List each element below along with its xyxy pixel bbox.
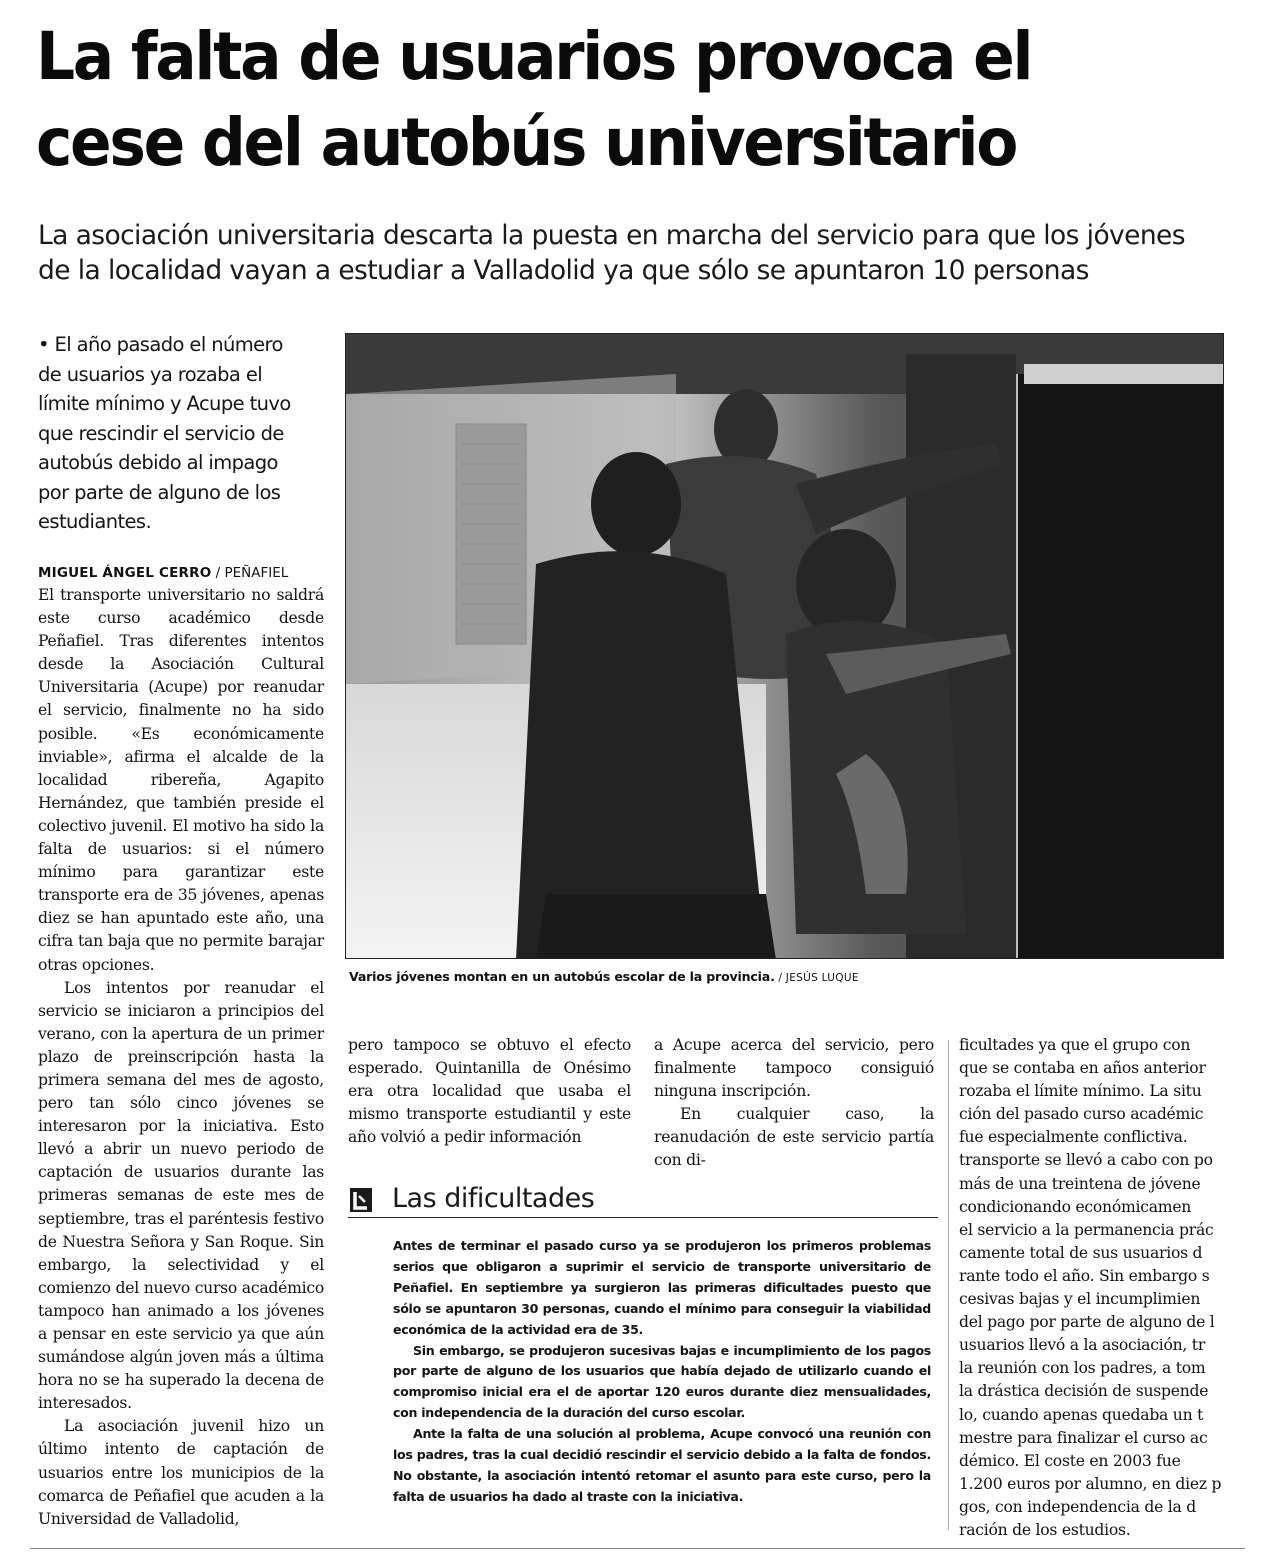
section-marker-icon: [350, 1188, 372, 1212]
photo-caption: [349, 968, 1219, 987]
column-4-line: fue especialmente conflictiva.: [959, 1128, 1188, 1147]
column-3-paragraph-2: En cualquier caso, la reanudación de este servicio partía con di-: [654, 1105, 934, 1170]
column-4-line: 1.200 euros por alumno, en diez p: [959, 1474, 1222, 1493]
column-4-line: usuarios llevó a la asociación, tr: [959, 1336, 1206, 1355]
byline: [38, 564, 288, 582]
sidebar-paragraph-3: Ante la falta de una solución al problema, Acupe convocó una reunión con los padres, tras la cual decidió rescindir el servicio debido a la falta de fondos. No obstante, la asociación intentó retomar el asunto para este curso, pero la falta de usuarios ha dado al traste con la iniciativa.: [393, 1426, 931, 1504]
sidebar-body: [393, 1236, 931, 1508]
photo-illustration: [346, 334, 1224, 959]
sidebar-title: Las dificultades: [392, 1183, 595, 1214]
column-4: [959, 1034, 1225, 1542]
byline-author: MIGUEL ÁNGEL CERRO: [38, 565, 212, 581]
column-3: [654, 1034, 934, 1173]
column-4-line: ficultades ya que el grupo con: [959, 1036, 1191, 1054]
sidebar-paragraph-1: Antes de terminar el pasado curso ya se produjeron los primeros problemas serios que obligaron a suprimir el servicio de transporte universitario de Peñafiel. En septiembre ya surgieron las primeras dificultades puesto que sólo se apuntaron 30 personas, cuando el mínimo para conseguir la viabilidad económica de la actividad era de 35.: [393, 1238, 931, 1337]
column-1-paragraph-1: El transporte universitario no saldrá este curso académico desde Peñafiel. Tras diferentes intentos desde la Asociación Cultural Universitaria (Acupe) por reanudar el servicio, finalmente no ha sido posible. «Es económicamente inviable», afirma el alcalde de la localidad ribereña, Agapito Hernández, que también preside el colectivo juvenil. El motivo ha sido la falta de usuarios: si el número mínimo para garantizar este transporte era de 35 jóvenes, apenas diez se han apuntado este año, una cifra tan baja que no permite barajar otras opciones.: [38, 586, 324, 974]
column-3-paragraph-1: a Acupe acerca del servicio, pero finalmente tampoco consiguió ninguna inscripción.: [654, 1036, 934, 1101]
column-4-line: ción del pasado curso académic: [959, 1105, 1204, 1124]
column-4-line: transporte se llevó a cabo con po: [959, 1151, 1213, 1170]
subtitle-line-1: La asociación universitaria descarta la puesta en marcha del servicio para que los jóvenes: [38, 220, 1185, 251]
photo-caption-text: Varios jóvenes montan en un autobús escolar de la provincia.: [349, 969, 775, 984]
column-4-line: mestre para finalizar el curso ac: [959, 1428, 1208, 1447]
byline-place: PEÑAFIEL: [224, 565, 289, 581]
sidebar-header: [348, 1180, 938, 1218]
column-4-line: más de una treintena de jóvene: [959, 1174, 1201, 1193]
photo-credit: / JESÚS LUQUE: [774, 972, 859, 984]
column-4-line: gos, con independencia de la d: [959, 1497, 1197, 1516]
column-4-line: cesivas bajas y el incumplimien: [959, 1290, 1201, 1309]
page-bottom-rule: [30, 1548, 1245, 1549]
column-4-line: el servicio a la permanencia prác: [959, 1220, 1214, 1239]
column-4-line: del pago por parte de alguno de l: [959, 1313, 1215, 1332]
column-4-line: la drástica decisión de suspende: [959, 1382, 1209, 1401]
lead-summary: • El año pasado el número de usuarios ya rozaba el límite mínimo y Acupe tuvo que rescindir el servicio de autobús debido al impago por parte de alguno de los estudiantes.: [38, 333, 291, 533]
news-photo: [345, 333, 1224, 959]
column-1-paragraph-2: Los intentos por reanudar el servicio se iniciaron a principios del verano, con la apertura de un primer plazo de preinscripción hasta la primera semana del mes de agosto, pero tan sólo cinco jóvenes se interesaron por la iniciativa. Esto llevó a abrir un nuevo periodo de captación de usuarios durante las primeras semanas de este mes de septiembre, tras el paréntesis festivo de Nuestra Señora y San Roque. Sin embargo, la selectividad y el comienzo del nuevo curso académico tampoco han animado a los jóvenes a pensar en este servicio ya que aún sumándose algún joven más a última hora no se ha superado la decena de interesados.: [38, 978, 324, 1413]
headline-line-2: cese del autobús universitario: [36, 104, 1017, 181]
column-2: [348, 1034, 631, 1149]
column-2-paragraph-1: pero tampoco se obtuvo el efecto esperado. Quintanilla de Onésimo era otra localidad que usaba el mismo transporte estudiantil y este año volvió a pedir información: [348, 1036, 631, 1147]
column-1: [38, 584, 324, 1531]
column-4-line: que se contaba en años anterior: [959, 1059, 1206, 1078]
headline-line-1: La falta de usuarios provoca el: [36, 18, 1032, 95]
headline: [36, 14, 1152, 186]
subtitle-line-2: de la localidad vayan a estudiar a Valladolid ya que sólo se apuntaron 10 personas: [38, 255, 1089, 286]
byline-separator: /: [211, 565, 225, 581]
column-4-line: la reunión con los padres, a tom: [959, 1359, 1206, 1378]
column-1-paragraph-3: La asociación juvenil hizo un último intento de captación de usuarios entre los municipios de la comarca de Peñafiel que acuden a la Universidad de Valladolid,: [38, 1417, 324, 1528]
column-4-line: rante todo el año. Sin embargo s: [959, 1266, 1210, 1285]
subtitle: [38, 218, 1238, 288]
column-divider: [948, 1040, 949, 1530]
column-4-line: démico. El coste en 2003 fue: [959, 1451, 1181, 1470]
column-4-line: camente total de sus usuarios d: [959, 1243, 1203, 1262]
column-4-line: ración de los estudios.: [959, 1520, 1131, 1539]
column-4-line: rozaba el límite mínimo. La situ: [959, 1082, 1202, 1101]
column-4-line: lo, cuando apenas quedaba un t: [959, 1405, 1204, 1424]
column-4-line: condicionando económicamen: [959, 1197, 1192, 1216]
sidebar-paragraph-2: Sin embargo, se produjeron sucesivas bajas e incumplimiento de los pagos por parte de alguno de los usuarios que había dejado de utilizarlo cuando el compromiso inicial era el de aportar 120 euros durante diez mensualidades, con independencia de la duración del curso escolar.: [393, 1342, 931, 1421]
